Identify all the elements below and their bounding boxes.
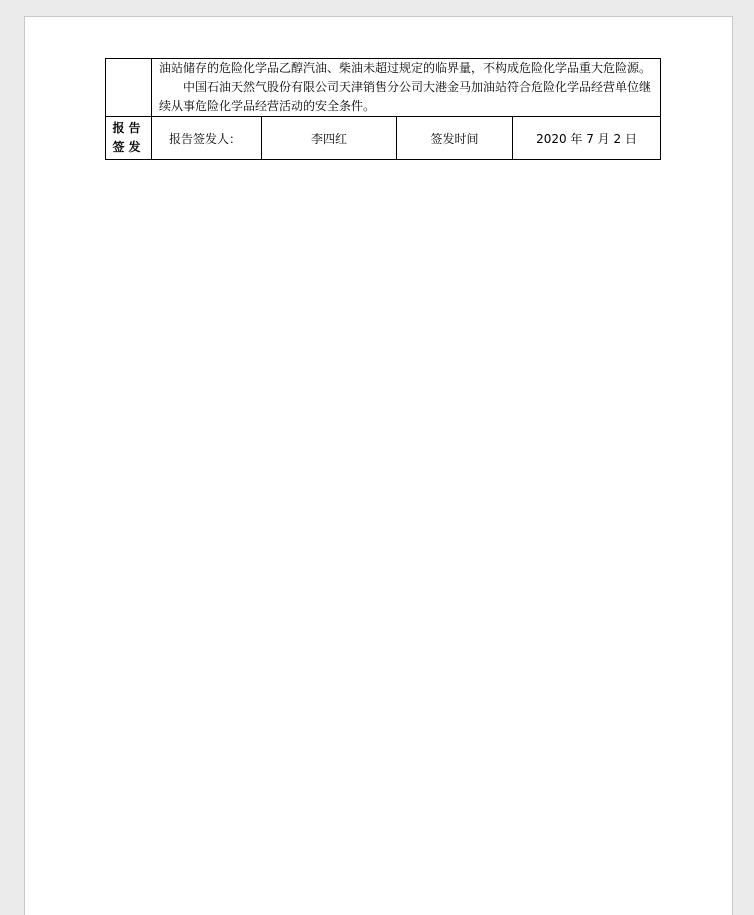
signoff-header-line1: 报告	[112, 121, 145, 135]
signer-label: 报告签发人：	[152, 117, 262, 160]
signoff-header-cell	[106, 117, 152, 160]
paragraph-continued: 油站储存的危险化学品乙醇汽油、柴油未超过规定的临界量，不构成危险化学品重大危险源。	[159, 61, 652, 75]
conclusion-text-cell	[152, 59, 661, 117]
date-value: 2020 年 7 月 2 日	[513, 117, 661, 160]
conclusion-label-cell	[106, 59, 152, 117]
conclusion-row	[106, 59, 661, 117]
document-page	[24, 16, 733, 915]
date-label: 签发时间	[397, 117, 513, 160]
signer-name: 李四红	[262, 117, 397, 160]
signoff-row	[106, 117, 661, 160]
report-table	[105, 58, 661, 160]
signoff-header-line2: 签发	[112, 140, 145, 154]
paragraph-conclusion: 中国石油天然气股份有限公司天津销售分公司大港金马加油站符合危险化学品经营单位继续从事危险化学品经营活动的安全条件。	[159, 80, 652, 113]
